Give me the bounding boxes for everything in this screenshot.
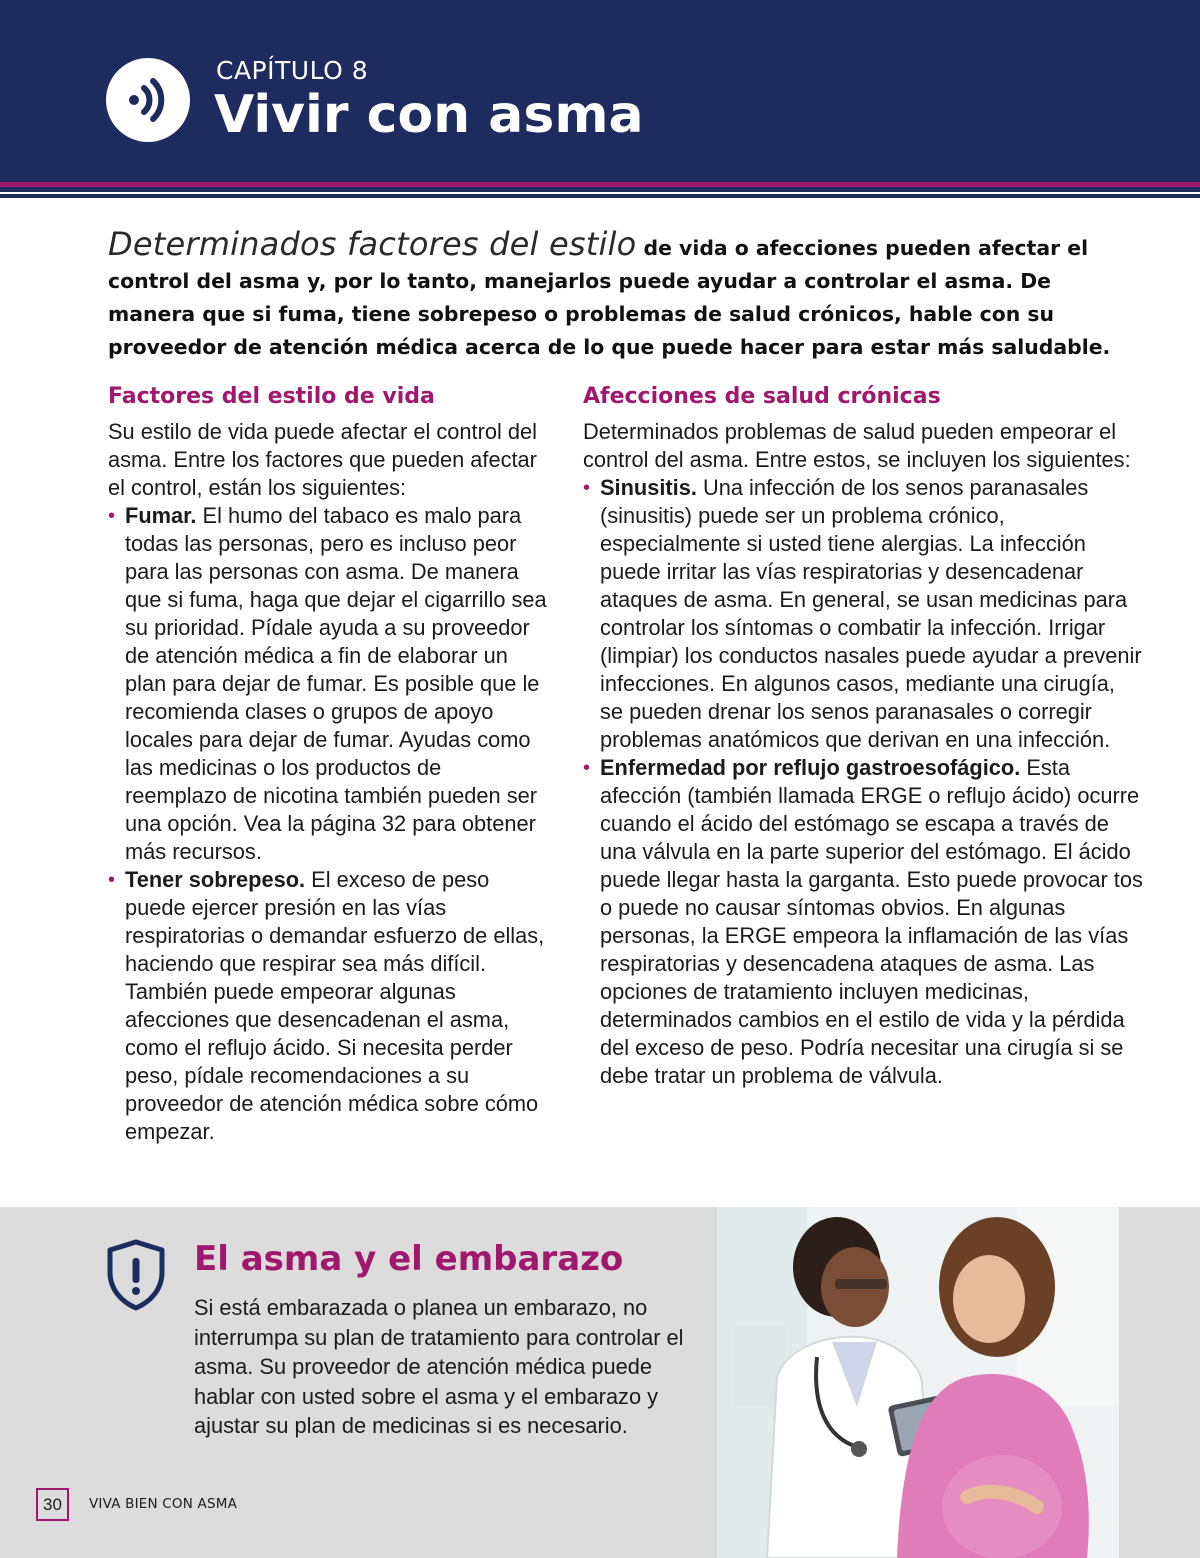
- header-stripe-navy-thin: [0, 194, 1200, 198]
- chapter-header: [0, 0, 1200, 182]
- bullet-icon: •: [108, 869, 116, 891]
- lifestyle-factors-column: [108, 382, 548, 1146]
- footer-label: VIVA BIEN CON ASMA: [89, 1496, 238, 1512]
- bullet-icon: •: [108, 505, 116, 527]
- bullet-term: Sinusitis.: [600, 475, 697, 500]
- list-item: [108, 866, 548, 1146]
- callout-title: El asma y el embarazo: [194, 1239, 624, 1279]
- list-item: [108, 502, 548, 866]
- intro-rest: de vida o afecciones pueden afectar el control del asma y, por lo tanto, manejarlos puede ayudar a controlar el asma. De manera que si fuma, tiene sobrepeso o problemas de salud crónicos, hable con su proveedor de atención médica acerca de lo que puede hacer para estar más saludable.: [108, 236, 1111, 359]
- page-number: 30: [36, 1488, 69, 1521]
- bullet-icon: •: [583, 477, 591, 499]
- list-item: [583, 754, 1143, 1090]
- intro-paragraph: [108, 225, 1118, 364]
- bullet-text: El humo del tabaco es malo para todas las personas, pero es incluso peor para las personas con asma. De manera que si fuma, haga que dejar el cigarrillo sea su prioridad. Pídale ayuda a su proveedor de atención médica a fin de elaborar un plan para dejar de fumar. Es posible que le recomienda clases o grupos de apoyo locales para dejar de fumar. Ayudas como las medicinas o los productos de reemplazo de nicotina también pueden ser una opción. Vea la página 32 para obtener más recursos.: [125, 503, 547, 864]
- bullet-term: Enfermedad por reflujo gastroesofágico.: [600, 755, 1021, 780]
- bullet-text: Esta afección (también llamada ERGE o reflujo ácido) ocurre cuando el ácido del estómago se escapa a través de una válvula en la parte superior del estómago. El ácido puede llegar hasta la garganta. Esto puede provocar tos o puede no causar síntomas obvios. En algunas personas, la ERGE empeora la inflamación de las vías respiratorias y desencadena ataques de asma. Las opciones de tratamiento incluyen medicinas, determinados cambios en el estilo de vida y la pérdida del exceso de peso. Podría necesitar una cirugía si se debe tratar un problema de válvula.: [600, 755, 1143, 1088]
- bullet-text: El exceso de peso puede ejercer presión en las vías respiratorias o demandar esfuerzo de ellas, haciendo que respirar sea más difícil. También puede empeorar algunas afecciones que desencadenan el asma, como el reflujo ácido. Si necesita perder peso, pídale recomendaciones a su proveedor de atención médica sobre cómo empezar.: [125, 867, 545, 1144]
- chronic-heading: Afecciones de salud crónicas: [583, 384, 941, 409]
- sound-waves-icon: [106, 58, 190, 142]
- intro-lead: Determinados factores del estilo: [108, 225, 637, 263]
- doctor-patient-photo: [717, 1207, 1119, 1558]
- lifestyle-body: Su estilo de vida puede afectar el control del asma. Entre los factores que pueden afectar el control, están los siguientes:: [108, 419, 537, 500]
- list-item: [583, 474, 1143, 754]
- bullet-icon: •: [583, 757, 591, 779]
- lifestyle-heading: Factores del estilo de vida: [108, 384, 435, 409]
- bullet-term: Tener sobrepeso.: [125, 867, 306, 892]
- bullet-text: Una infección de los senos paranasales (sinusitis) puede ser un problema crónico, especialmente si usted tiene alergias. La infección puede irritar las vías respiratorias y desencadenar ataques de asma. En general, se usan medicinas para controlar los síntomas o combatir la infección. Irrigar (limpiar) los conductos nasales puede ayudar a prevenir infecciones. En algunos casos, mediante una cirugía, se pueden drenar los senos paranasales o corregir problemas anatómicos que derivan en una infección.: [600, 475, 1142, 752]
- chronic-body: Determinados problemas de salud pueden empeorar el control del asma. Entre estos, se incluyen los siguientes:: [583, 419, 1131, 472]
- lifestyle-list: [108, 502, 548, 1146]
- callout-body: Si está embarazada o planea un embarazo, no interrumpa su plan de tratamiento para controlar el asma. Su proveedor de atención médica puede hablar con usted sobre el asma y el embarazo y ajustar su plan de medicinas si es necesario.: [194, 1295, 684, 1439]
- shield-alert-icon: [104, 1238, 168, 1317]
- chapter-label: CAPÍTULO 8: [216, 56, 369, 85]
- bullet-term: Fumar.: [125, 503, 197, 528]
- chronic-list: [583, 474, 1143, 1090]
- chronic-conditions-column: [583, 382, 1143, 1090]
- page-title: Vivir con asma: [214, 85, 644, 145]
